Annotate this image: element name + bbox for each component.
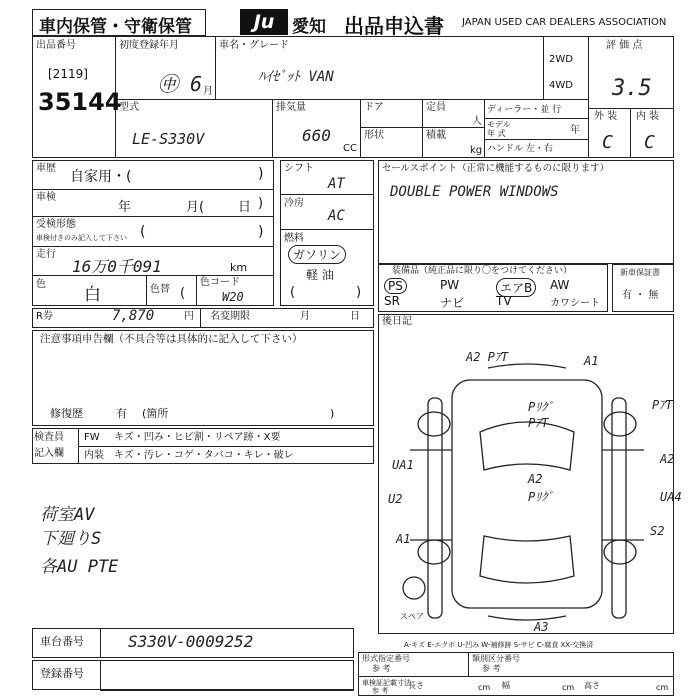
damage-mark: A1: [584, 354, 599, 368]
color-value: 白: [84, 285, 101, 305]
equipment-item: TV: [496, 294, 512, 308]
mileage-unit: km: [230, 261, 248, 274]
plate-label: 登録番号: [40, 667, 84, 680]
notes-label: 注意事項申告欄（不具合等は具体的に記入して下さい）: [40, 333, 303, 345]
after-label: 後日記: [382, 316, 412, 327]
org-name: 愛知: [292, 17, 326, 37]
hei-unit: cm: [656, 683, 669, 692]
size-ref2: 参 考: [372, 687, 389, 695]
left-title: 車内保管・守衛保管: [39, 17, 192, 37]
cool-label: 冷房: [284, 198, 304, 209]
len-unit: cm: [478, 683, 491, 692]
english-title: JAPAN USED CAR DEALERS ASSOCIATION: [462, 17, 667, 28]
equipment-item: SR: [384, 294, 400, 308]
history-value: 自家用・(: [70, 169, 132, 185]
r-label: R券: [36, 311, 53, 322]
model-value: LE-S330V: [132, 130, 205, 148]
reg-label: 初度登録年月: [119, 40, 179, 51]
lot-small: [2119]: [48, 67, 88, 81]
load-label: 積載: [426, 130, 446, 141]
shape-label: 形状: [364, 130, 384, 141]
equipment-item: カワシート: [550, 298, 600, 309]
fuel-label: 燃料: [284, 233, 304, 244]
name-label: 車名・グレード: [219, 40, 289, 51]
vehicle-diagram: [380, 340, 675, 632]
disp-value: 660: [302, 126, 331, 145]
history-label: 車歴: [36, 163, 56, 174]
mileage-value: 16万0千091: [72, 257, 162, 276]
hei-label: 高さ: [584, 681, 600, 690]
inspect-month: 月(: [186, 200, 205, 215]
color-code-value: W20: [222, 290, 244, 304]
lot-label: 出品番号: [36, 40, 76, 51]
ju-logo: Ju: [240, 9, 288, 35]
load-unit: kg: [470, 145, 483, 156]
r-unit: 円: [184, 311, 194, 322]
drive-4wd: 4WD: [549, 80, 573, 91]
fuel-open: (: [290, 285, 296, 300]
selling-value: DOUBLE POWER WINDOWS: [390, 184, 559, 200]
damage-mark: S2: [650, 524, 665, 538]
receive-close: ): [258, 224, 264, 240]
int-insp-label: 内装: [84, 450, 104, 461]
form-label: 形式指定番号: [362, 654, 410, 663]
form-ref: 参 考: [372, 664, 391, 673]
r-value: 7,870: [112, 308, 155, 324]
selling-block: [378, 160, 674, 264]
name-change-day: 日: [350, 311, 360, 322]
fuel-diesel: 軽 油: [306, 268, 334, 282]
fw-label: FW: [84, 432, 100, 443]
cool-value: AC: [328, 208, 345, 224]
name-change-label: 名変期限: [210, 311, 250, 322]
damage-mark: A1: [396, 532, 411, 546]
equipment-item: エアB: [496, 278, 536, 297]
model-label: 型式: [119, 102, 139, 113]
spare-label: スペア: [400, 612, 424, 621]
damage-mark: PｱT: [652, 398, 673, 412]
size-ref: 車検証記載寸法: [362, 679, 411, 687]
lot-number: 35144: [38, 88, 122, 116]
reg-month: 月: [203, 86, 213, 97]
model-year-unit: 年: [570, 125, 580, 136]
damage-mark: UA4: [660, 490, 682, 504]
name-value: ﾊｲｾﾞｯﾄ VAN: [258, 69, 334, 85]
int-label: 内 装: [636, 111, 660, 122]
inspect-close: ): [258, 196, 264, 211]
model-year-label1: モデル: [487, 120, 511, 129]
mileage-label: 走行: [36, 249, 56, 260]
door-label: ドア: [364, 102, 384, 113]
warranty-value: 有 ・ 無: [622, 290, 659, 301]
wid-unit: cm: [562, 683, 575, 692]
ext-label: 外 装: [594, 111, 618, 122]
doc-title: 出品申込書: [344, 14, 444, 38]
warranty-label: 新車保証書: [620, 268, 660, 277]
handwritten-note: 荷室AV: [40, 505, 95, 525]
chassis-label: 車台番号: [40, 635, 84, 648]
color-paren: (: [180, 286, 186, 301]
disp-unit: CC: [343, 143, 357, 154]
inspector-label1: 検査員: [34, 432, 64, 443]
inspector-label2: 記入欄: [34, 448, 64, 459]
int-value: C: [644, 132, 655, 153]
fuel-gas: ガソリン: [288, 245, 346, 264]
dealer-label: ディーラー・並 行: [487, 105, 562, 115]
color-change: 色替: [150, 284, 170, 295]
damage-mark: UA1: [392, 458, 414, 472]
repair-label: 修復歴: [50, 407, 83, 420]
equipment-item: ナビ: [440, 296, 465, 310]
chassis-value: S330V-0009252: [128, 632, 254, 651]
handwritten-note: 各AU PTE: [40, 557, 119, 577]
name-change-month: 月: [300, 311, 310, 322]
selling-label: セールスポイント（正常に機能するものに限ります）: [382, 163, 610, 174]
seat-unit: 人: [472, 116, 482, 127]
color-label: 色: [36, 279, 46, 290]
inspect-label: 車検: [36, 192, 56, 203]
receive-open: (: [140, 224, 146, 240]
damage-mark: A3: [534, 620, 549, 634]
damage-mark: Pﾘｸﾞ: [528, 400, 554, 414]
rating-value: 3.5: [612, 76, 652, 101]
drive-2wd: 2WD: [549, 54, 573, 65]
repair-place: (箇所: [142, 407, 169, 420]
damage-mark: U2: [388, 492, 403, 506]
repair-yes: 有: [116, 407, 127, 420]
receive-note: 車検付きのみ記入して下さい: [36, 234, 127, 242]
inspect-year: 年: [118, 200, 132, 215]
damage-mark: Pﾘｸﾞ: [528, 490, 554, 504]
wid-label: 幅: [502, 681, 510, 690]
handle-label: ハンドル 左・右: [487, 144, 553, 154]
receive-label: 受検形態: [36, 219, 76, 230]
damage-mark: A2 PｱT: [466, 350, 509, 364]
equipment-item: PW: [440, 278, 460, 292]
equipment-item: AW: [550, 278, 570, 292]
color-code-label: 色コード: [200, 277, 240, 288]
history-close: ): [258, 166, 264, 182]
seat-label: 定員: [426, 102, 446, 113]
disp-label: 排気量: [276, 102, 306, 113]
r-row: [32, 308, 374, 328]
fw-items: キズ・凹み・ヒビ割・リペア跡・X要: [114, 432, 281, 443]
equipment-label: 装備品（純正品に限り〇をつけてください）: [392, 266, 573, 276]
reg-value: ㊥ 6: [158, 72, 203, 96]
header-left-box: [32, 9, 206, 36]
damage-mark: A2: [528, 472, 543, 486]
ext-value: C: [602, 132, 613, 153]
shift-value: AT: [328, 176, 345, 192]
class-label: 類別区分番号: [472, 654, 520, 663]
handwritten-note: 下廻りS: [40, 529, 102, 549]
inspect-day: 日: [238, 200, 252, 215]
rating-label: 評 価 点: [606, 40, 643, 51]
equipment-item: PS: [384, 278, 407, 294]
model-year-label2: 年 式: [487, 129, 506, 138]
repair-close: ): [330, 407, 335, 420]
fuel-close: ): [356, 285, 362, 300]
shift-label: シフト: [284, 163, 314, 174]
class-ref: 参 考: [482, 664, 501, 673]
len-label: 長さ: [408, 681, 424, 690]
damage-mark: PｱT: [528, 416, 549, 430]
int-items: キズ・汚レ・コゲ・タバコ・キレ・破レ: [114, 450, 294, 461]
damage-legend: A-キズ E-エクボ U-凹み W-補修跡 S-サビ C-腐食 XX-交換済: [404, 641, 594, 649]
damage-mark: A2: [660, 452, 675, 466]
